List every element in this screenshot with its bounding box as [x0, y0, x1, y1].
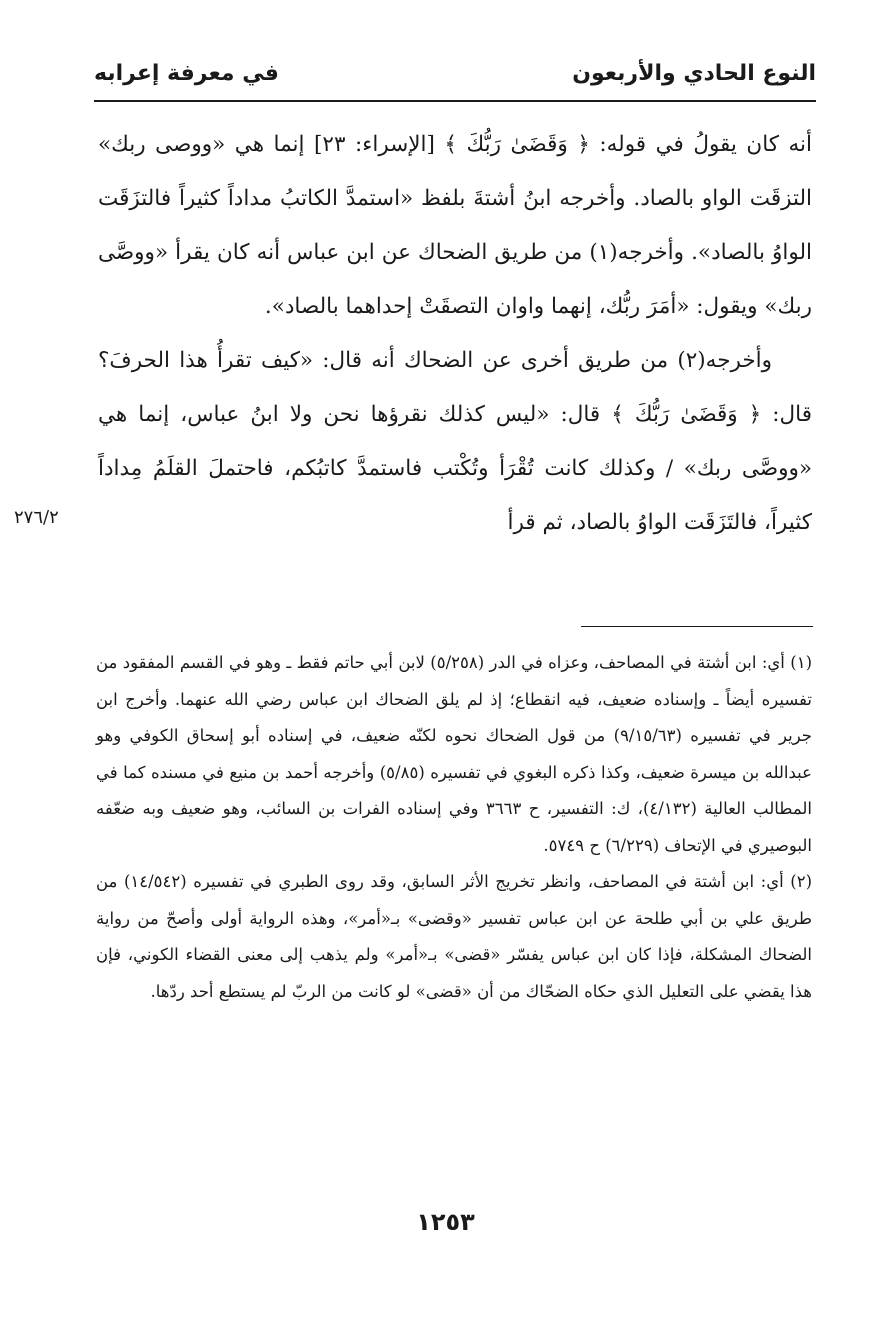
footnote-2: [96, 864, 812, 1010]
chapter-title: النوع الحادي والأربعون: [572, 60, 816, 86]
section-title: في معرفة إعرابه: [94, 60, 279, 86]
footnote-text: أي: ابن أشتة في المصاحف، وعزاه في الدر (٥/٢٥٨) لابن أبي حاتم فقط ـ وهو في القسم المفقود من تفسيره أيضاً ـ وإسناده ضعيف، فيه انقطاع؛ إذ لم يلق الضحاك ابن عباس رضي الله عنهما. وأخرج ابن جرير في تفسيره (٩/١٥/٦٣) من قول الضحاك نحوه لكنّه ضعيف، في إسناده أبو إسحاق الكوفي وهو عبدالله بن ميسرة ضعيف، وكذا ذكره البغوي في تفسيره (٥/٨٥) وأخرجه أحمد بن منيع في مسنده كما في المطالب العالية (٤/١٣٢)، ك: التفسير، ح ٣٦٦٣ وفي إسناده الفرات بن السائب، وهو ضعيف وبه ضعّفه البوصيري في الإتحاف (٦/٢٢٩) ح ٥٧٤٩.: [96, 653, 813, 855]
page-number: ١٢٥٣: [416, 1208, 475, 1236]
footnote-number: (١): [790, 653, 813, 672]
main-text: [98, 118, 812, 550]
margin-page-reference: ٢٧٦/٢: [14, 507, 59, 528]
header-divider: [94, 100, 816, 102]
footnote-text: أي: ابن أشتة في المصاحف، وانظر تخريج الأثر السابق، وقد روى الطبري في تفسيره (١٤/٥٤٢) من طريق علي بن أبي طلحة عن ابن عباس تفسير «وقضى» بـ«أمر»، وهذه الرواية أولى وأصحّ من رواية الضحاك المشكلة، فإذا كان ابن عباس يفسّر «قضى» بـ«أمر» ولم يذهب إلى معنى القضاء الكوني، فإن هذا يقضي على التعليل الذي حكاه الضحّاك من أن «قضى» لو كانت من الربّ لم يستطع أحد ردّها.: [96, 872, 812, 1001]
paragraph-1: أنه كان يقولُ في قوله: ﴿ وَقَضَىٰ رَبُّكَ ﴾ [الإسراء: ٢٣] إنما هي «ووصى ربك» التزقَت الواو بالصاد. وأخرجه ابنُ أشتةَ بلفظ «استمدَّ الكاتبُ مداداً كثيراً فالتزَقَت الواوُ بالصاد». وأخرجه(١) من طريق الضحاك عن ابن عباس أنه كان يقرأ «ووصَّى ربك» ويقول: «أمَرَ ربُّك، إنهما واوان التصقَتْ إحداهما بالصاد».: [98, 132, 813, 319]
quran-quote: ﴿ وَقَضَىٰ رَبُّكَ ﴾: [444, 132, 590, 157]
footnote-1: [96, 645, 812, 864]
footnotes: [96, 645, 812, 1010]
footnote-divider: [581, 626, 813, 627]
running-header: [94, 52, 816, 94]
quran-quote: ﴿ وَقَضَىٰ رَبُّكَ ﴾: [611, 402, 762, 427]
footnote-number: (٢): [790, 872, 812, 891]
paragraph-2: وأخرجه(٢) من طريق أخرى عن الضحاك أنه قال: «كيف تقرأُ هذا الحرفَ؟ قال: ﴿ وَقَضَىٰ رَبُّكَ ﴾ قال: «ليس كذلك نقرؤها نحن ولا ابنُ عباس، إنما هي «ووصَّى ربك» / وكذلك كانت تُقْرَأ وتُكْتب فاستمدَّ كاتبُكم، فاحتملَ القلَمُ مِداداً كثيراً، فالتَزَقَت الواوُ بالصاد، ثم قرأ: [98, 348, 812, 535]
